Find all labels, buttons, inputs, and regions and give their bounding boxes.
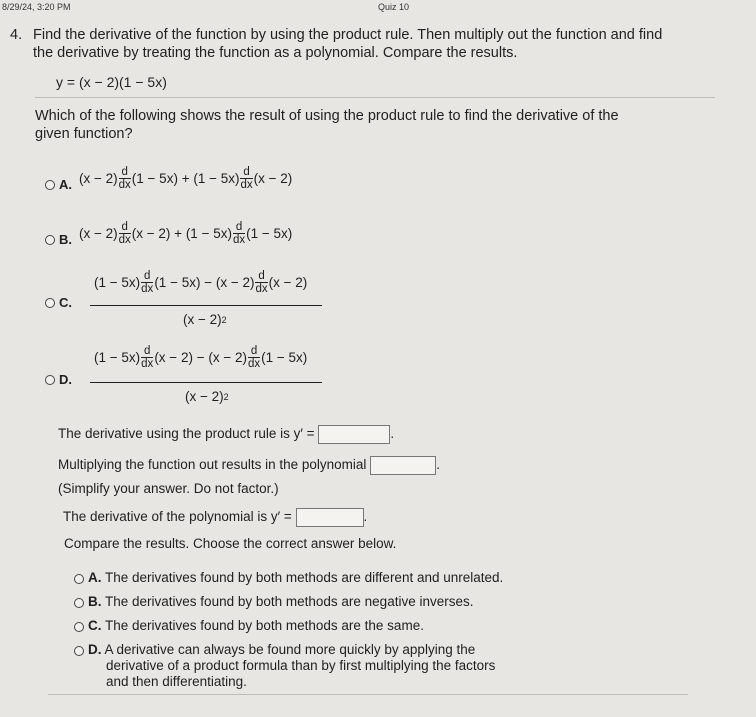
choice-c-letter: C. bbox=[59, 295, 72, 310]
choice-b-letter: B. bbox=[59, 232, 72, 247]
compare-prompt: Compare the results. Choose the correct answer below. bbox=[64, 536, 397, 551]
choice-c-denominator: (x − 2) 2 bbox=[183, 312, 227, 327]
choice-c-part-3: (x − 2) bbox=[268, 275, 308, 291]
choice-a-expression bbox=[79, 166, 292, 191]
simplify-note: (Simplify your answer. Do not factor.) bbox=[58, 481, 279, 496]
radio-compare-a[interactable] bbox=[74, 574, 84, 584]
choice-d-part-3: (1 − 5x) bbox=[261, 350, 308, 366]
d-dx-fraction: $\frac{d}{dx}$ bbox=[118, 221, 131, 247]
multiply-prompt: Multiplying the function out results in the polynomial . bbox=[58, 456, 440, 475]
choice-c-part-2: (1 − 5x) − (x − 2) bbox=[154, 275, 255, 291]
prompt-line-2: given function? bbox=[35, 126, 133, 142]
d-dx-fraction: $\frac{d}{dx}$ bbox=[141, 270, 154, 296]
bottom-divider bbox=[48, 694, 688, 695]
compare-option-d-line-2: derivative of a product formula than by first multiplying the factors bbox=[106, 658, 496, 673]
compare-option-d: D. A derivative can always be found more quickly by applying the bbox=[88, 642, 476, 657]
choice-d-numerator bbox=[94, 345, 307, 370]
compare-option-d-line-3: and then differentiating. bbox=[106, 674, 247, 689]
d-dx-fraction: $\frac{d}{dx}$ bbox=[232, 221, 246, 247]
radio-choice-d[interactable] bbox=[45, 375, 55, 385]
compare-option-c: C. The derivatives found by both methods are the same. bbox=[88, 618, 424, 633]
product-rule-prompt: The derivative using the product rule is y′ = . bbox=[58, 425, 394, 444]
choice-c-part-1: (1 − 5x) bbox=[94, 275, 141, 291]
choice-d-part-2: (x − 2) − (x − 2) bbox=[154, 350, 247, 366]
choice-b-expression bbox=[79, 221, 292, 246]
radio-compare-b[interactable] bbox=[74, 598, 84, 608]
choice-d-denominator: (x − 2) 2 bbox=[185, 389, 229, 404]
question-line-2: the derivative by treating the function as a polynomial. Compare the results. bbox=[33, 45, 518, 61]
quiz-title: Quiz 10 bbox=[378, 2, 410, 12]
d-dx-fraction: $\frac{d}{dx}$ bbox=[247, 345, 261, 371]
choice-a-part-1: (x − 2) bbox=[79, 171, 118, 187]
polynomial-derivative-answer-box[interactable] bbox=[296, 508, 364, 527]
prompt-line-1: Which of the following shows the result of using the product rule to find the derivative of the bbox=[35, 108, 619, 124]
question-line-1: Find the derivative of the function by using the product rule. Then multiply out the function and find bbox=[33, 27, 663, 43]
choice-d-part-1: (1 − 5x) bbox=[94, 350, 141, 366]
compare-option-b: B. The derivatives found by both methods are negative inverses. bbox=[88, 594, 474, 609]
polynomial-answer-box[interactable] bbox=[370, 456, 436, 475]
product-rule-answer-box[interactable] bbox=[318, 425, 390, 444]
function-expression: y = (x − 2)(1 − 5x) bbox=[56, 74, 167, 90]
choice-b-part-2: (x − 2) + (1 − 5x) bbox=[131, 226, 232, 242]
divider bbox=[35, 97, 715, 98]
polynomial-derivative-prompt: The derivative of the polynomial is y′ = . bbox=[63, 508, 367, 527]
question-number: 4. bbox=[10, 27, 23, 43]
choice-c-numerator bbox=[94, 270, 307, 295]
radio-compare-d[interactable] bbox=[74, 646, 84, 656]
radio-compare-c[interactable] bbox=[74, 622, 84, 632]
choice-a-part-3: (x − 2) bbox=[253, 171, 293, 187]
choice-a-part-2: (1 − 5x) + (1 − 5x) bbox=[131, 171, 240, 187]
radio-choice-a[interactable] bbox=[45, 180, 55, 190]
choice-b-part-1: (x − 2) bbox=[79, 226, 118, 242]
d-dx-fraction: $\frac{d}{dx}$ bbox=[118, 166, 131, 192]
compare-option-a: A. The derivatives found by both methods are different and unrelated. bbox=[88, 570, 504, 585]
choice-d-letter: D. bbox=[59, 372, 72, 387]
d-dx-fraction: $\frac{d}{dx}$ bbox=[141, 345, 154, 371]
radio-choice-c[interactable] bbox=[45, 298, 55, 308]
choice-a-letter: A. bbox=[59, 177, 72, 192]
d-dx-fraction: $\frac{d}{dx}$ bbox=[240, 166, 253, 192]
choice-c-fraction-bar bbox=[90, 305, 322, 306]
choice-d-fraction-bar bbox=[90, 382, 322, 383]
d-dx-fraction: $\frac{d}{dx}$ bbox=[255, 270, 268, 296]
choice-b-part-3: (1 − 5x) bbox=[246, 226, 293, 242]
radio-choice-b[interactable] bbox=[45, 235, 55, 245]
timestamp: 8/29/24, 3:20 PM bbox=[2, 2, 71, 12]
